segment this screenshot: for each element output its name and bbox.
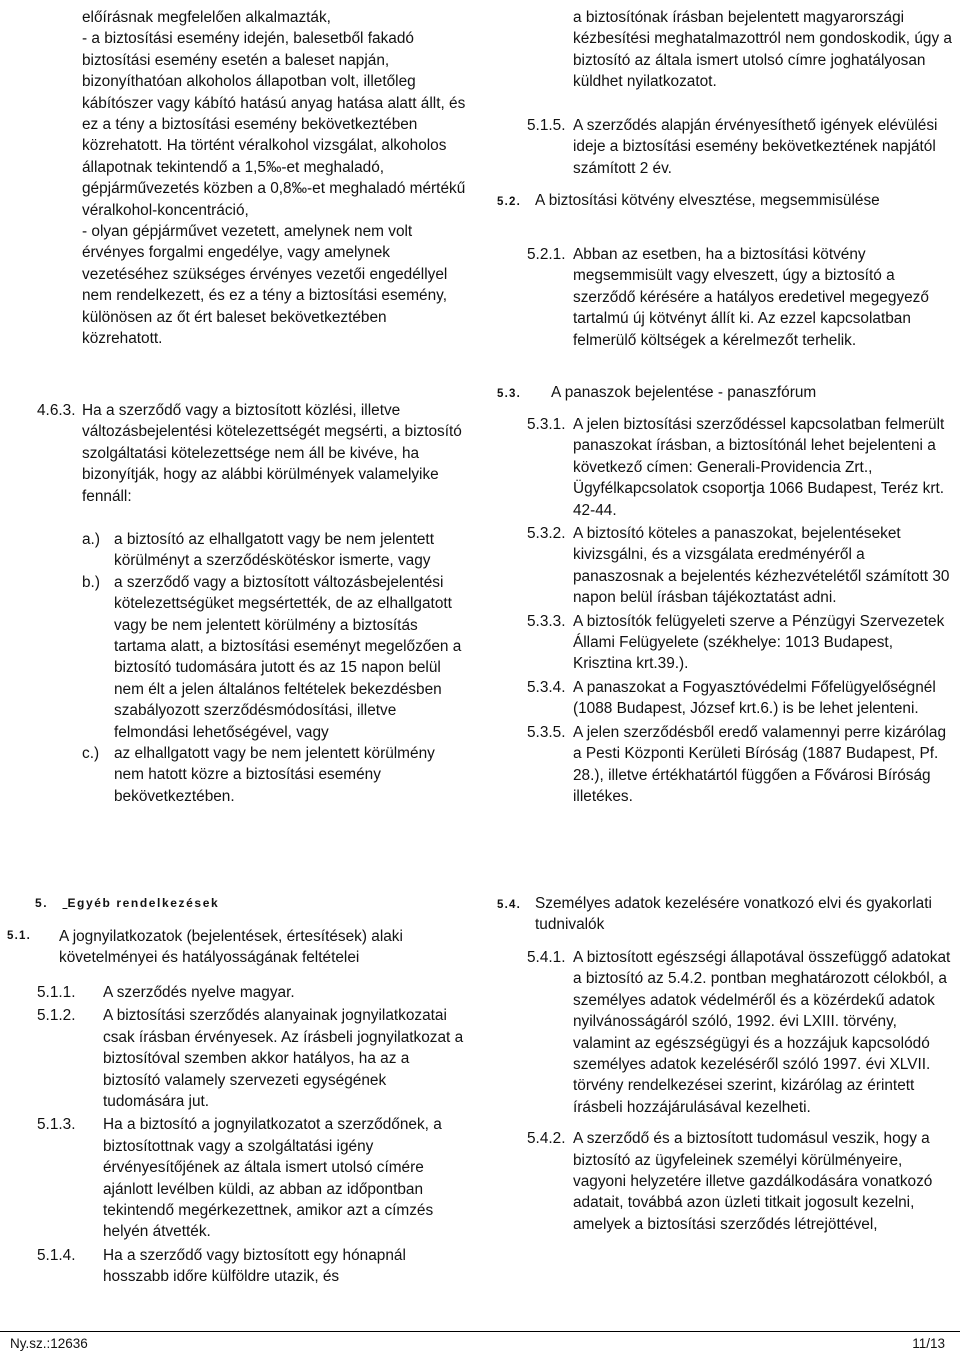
item-text: A biztosítók felügyeleti szerve a Pénzügyi Szervezetek Állami Felügyelete (székhelye: 1013 Budapest, Krisztina krt.39.).	[573, 612, 945, 673]
left-intro-text: előírásnak megfelelően alkalmazták, - a biztosítási esemény idején, balesetből fakadó biztosítási esemény esetén a baleset napján, bizonyíthatóan alkoholos állapotban volt, illetőleg kábítószer vagy kábító hatású anyag hatása alatt állt, és ez a tény a biztosítási esemény bekövetkeztében közrehatott. Ha történt véralkohol vizsgálat, alkoholos állapotnak tekintendő a 1,5‰-et meghaladó, gépjárművezetés közben a 0,8‰-et meghaladó mértékű véralkohol-koncentráció, - olyan gépjárművet vezetett, amelynek nem volt érvényes forgalmi engedélye, vagy amelynek vezetéséhez szükséges érvényes vezetői engedéllyel nem rendelkezett, és ez a tény a biztosítási esemény, különösen az őt ért baleset bekövetkeztében közrehatott.	[82, 9, 466, 348]
section-number: 5.3.	[497, 388, 521, 400]
list-item	[527, 414, 952, 521]
list-item	[37, 529, 467, 572]
section-title: A jognyilatkozatok (bejelentések, értesítések) alaki követelményei és hatályosságának feltételei	[59, 928, 403, 967]
item-text: A biztosítási szerződés alanyainak jognyilatkozatai csak írásban érvényesek. Az írásbeli jognyilatkozat a biztosítóval szemben akkor hatályos, ha az a biztosító valamely szervezeti egységének tudomására jut.	[103, 1007, 464, 1111]
section-5-4-items	[527, 947, 952, 1235]
list-item	[527, 523, 952, 609]
item-number: 5.1.1.	[37, 984, 76, 1001]
clause-number: 4.6.3.	[37, 402, 76, 419]
section-5-heading	[35, 892, 467, 914]
page-number: 11/13	[912, 1336, 945, 1351]
clause-5-2-1	[527, 244, 952, 351]
list-item	[527, 722, 952, 808]
clause-5-1-5	[527, 115, 952, 179]
clause-text: Abban az esetben, ha a biztosítási kötvény megsemmisült vagy elveszett, úgy a biztosító a szerződő kérésére a hatályos eredetivel megegyező tartalmú új kötvényt állít ki. Az ezzel kapcsolatban felmerülő költségek a kérelmezőt terhelik.	[573, 246, 929, 349]
item-label: c.)	[82, 745, 100, 763]
item-label: a.)	[82, 531, 100, 548]
item-number: 5.4.1.	[527, 949, 566, 966]
list-item	[527, 1128, 952, 1235]
list-item	[527, 677, 952, 720]
list-item	[37, 1114, 467, 1242]
list-item	[37, 572, 467, 743]
item-number: 5.1.3.	[37, 1116, 76, 1134]
footer-rule	[0, 1331, 960, 1332]
item-text: az elhallgatott vagy be nem jelentett körülmény nem hatott közre a biztosítási esemény bekövetkeztében.	[114, 745, 435, 805]
section-title: Egyéb rendelkezések	[67, 896, 220, 910]
item-number: 5.1.2.	[37, 1007, 76, 1025]
item-number: 5.1.4.	[37, 1246, 76, 1264]
item-text: A biztosító köteles a panaszokat, bejelentéseket kivizsgálni, és a vizsgálata eredményéről a panaszosnak a bejelentés kézhezvételétől számított 30 napon belül írásban tájékoztatást adni.	[573, 525, 950, 607]
item-text: A szerződő és a biztosított tudomásul veszik, hogy a biztosító az ügyfeleinek személyi körülményeire, vagyoni helyzetére illetve gazdálkodására vonatkozó adatait, továbbá azon üzleti titkait jogosult kezelni, amelyek a biztosítási szerződés létrejöttével,	[573, 1130, 933, 1233]
right-intro-text: a biztosítónak írásban bejelentett magyarországi kézbesítési meghatalmazottról nem gondoskodik, úgy a biztosító az általa ismert utolsó címre joghatályosan küldhet nyilatkozatot.	[573, 9, 952, 91]
section-number: 5.2.	[497, 196, 521, 208]
section-number: 5.	[35, 896, 49, 910]
item-text: A biztosított egészségi állapotával összefüggő adatokat a biztosító az 5.4.2. pontban meghatározott célokból, a személyes adatok védelméről és a közérdekű adatok nyilvánosságáról szóló, 1992. évi LXIII. törvény, valamint az egészségügyi és a hozzájuk kapcsolódó személyes adatok kezeléséről szóló 1997. évi XLVII. törvény rendelkezései szerint, kizárólag az érintett írásbeli hozzájárulásával kezelheti.	[573, 949, 951, 1116]
section-5-3-items	[527, 414, 952, 807]
section-title: A panaszok bejelentése - panaszfórum	[551, 384, 817, 401]
section-title: Személyes adatok kezelésére vonatkozó elvi és gyakorlati tudnivalók	[535, 895, 932, 934]
item-number: 5.3.4.	[527, 678, 566, 696]
list-item	[37, 1245, 467, 1288]
clause-number: 5.1.5.	[527, 117, 566, 134]
list-item	[37, 982, 467, 1003]
section-5-2-heading	[497, 190, 952, 211]
section-5-3-heading	[497, 382, 952, 403]
item-number: 5.3.2.	[527, 525, 566, 543]
item-text: A jelen szerződésből eredő valamennyi perre kizárólag a Pesti Központi Kerületi Bíróság (1887 Budapest, Pf. 28.), illetve értékhatártól függően a Fővárosi Bíróság illetékes.	[573, 723, 947, 805]
section-number: 5.1.	[7, 930, 31, 942]
item-number: 5.3.5.	[527, 723, 566, 741]
item-text: A panaszokat a Fogyasztóvédelmi Főfelügyelőségnél (1088 Budapest, József krt.6.) is be lehet jelenteni.	[573, 678, 936, 718]
clause-item-list	[37, 529, 467, 807]
item-number: 5.4.2.	[527, 1130, 566, 1148]
item-label: b.)	[82, 573, 100, 591]
footer-reference: Ny.sz.:12636	[10, 1336, 88, 1351]
item-text: a biztosító az elhallgatott vagy be nem jelentett körülményt a szerződéskötéskor ismerte, vagy	[114, 531, 434, 570]
clause-text: A szerződés alapján érvényesíthető igények elévülési ideje a biztosítási esemény bekövetkeztének napjától számított 2 év.	[573, 117, 938, 177]
section-5-1-items	[37, 982, 467, 1288]
item-number: 5.3.1.	[527, 416, 566, 433]
section-number: 5.4.	[497, 899, 521, 911]
clause-4-6-3	[37, 400, 467, 507]
item-text: Ha a szerződő vagy biztosított egy hónapnál hosszabb időre külföldre utazik, és	[103, 1246, 406, 1286]
section-title: A biztosítási kötvény elvesztése, megsemmisülése	[535, 192, 880, 209]
item-text: a szerződő vagy a biztosított változásbejelentési kötelezettségüket megsértették, de az elhallgatott vagy be nem jelentett körülmény a biztosítás tartama alatt, a biztosítási eseményt megelőzően a biztosító tudomására jutott és az 15 napon belül nem élt a jelen általános feltételek bekezdésben szabályozott szerződésmódosítási, illetve felmondási lehetőségével, vagy	[114, 573, 462, 741]
item-text: A jelen biztosítási szerződéssel kapcsolatban felmerült panaszokat írásban, a biztosítónál lehet bejelenteni a következő címen: Generali-Providencia Zrt., Ügyfélkapcsolatok csoportja 1066 Budapest, Teréz krt. 42-44.	[573, 416, 945, 519]
item-text: Ha a biztosító a jognyilatkozatot a szerződőnek, a biztosítottnak vagy a szolgáltatási igény érvényesítőjének az általa ismert utolsó címére ajánlott levélben küldi, az abban az időpontban tekintendő megérkezettnek, amikor azt a címzés helyén átvették.	[103, 1116, 442, 1241]
clause-number: 5.2.1.	[527, 246, 566, 263]
section-5-4-heading	[497, 893, 952, 936]
list-item	[37, 1005, 467, 1112]
list-item	[37, 743, 467, 807]
list-item	[527, 611, 952, 675]
list-item	[527, 947, 952, 1118]
item-number: 5.3.3.	[527, 612, 566, 630]
section-5-1-heading	[7, 926, 467, 969]
item-text: A szerződés nyelve magyar.	[103, 984, 295, 1001]
clause-text: Ha a szerződő vagy a biztosított közlési, illetve változásbejelentési kötelezettségét megsérti, a biztosító szolgáltatási kötelezettsége nem áll be kivéve, ha bizonyítják, hogy az alábbi körülmények valamelyike fennáll:	[82, 402, 462, 505]
